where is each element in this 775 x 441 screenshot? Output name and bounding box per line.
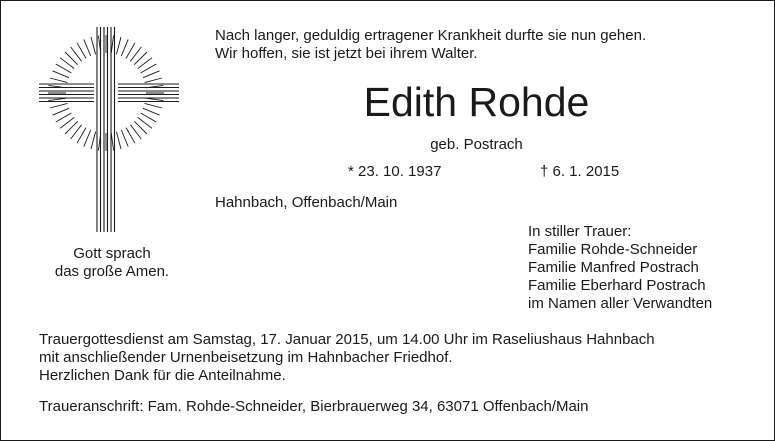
intro-text: [215, 27, 646, 63]
maiden-name: geb. Postrach: [430, 136, 523, 153]
mourning-address: Traueranschrift: Fam. Rohde-Schneider, Bierbrauerweg 34, 63071 Offenbach/Main: [39, 398, 589, 415]
cross-icon: [39, 27, 179, 232]
service-line: Herzlichen Dank für die Anteilnahme.: [39, 367, 286, 384]
mourners-heading: In stiller Trauer:: [528, 223, 632, 240]
deceased-name: Edith Rohde: [363, 79, 590, 125]
service-line: Trauergottesdienst am Samstag, 17. Januar 2015, um 14.00 Uhr im Raseliushaus Hahnbach: [39, 331, 655, 348]
mourners-list: [528, 223, 712, 313]
motto-line: Gott sprach: [73, 245, 151, 262]
service-info: [39, 331, 655, 385]
motto: [21, 245, 203, 281]
mourner-item: Familie Rohde-Schneider: [528, 241, 698, 258]
mourner-item: Familie Manfred Postrach: [528, 259, 699, 276]
intro-line: Wir hoffen, sie ist jetzt bei ihrem Walter.: [215, 45, 478, 62]
mourner-item: Familie Eberhard Postrach: [528, 277, 706, 294]
motto-line: das große Amen.: [54, 263, 170, 280]
places: Hahnbach, Offenbach/Main: [215, 194, 398, 211]
birth-date: * 23. 10. 1937: [348, 163, 442, 180]
mourner-item: im Namen aller Verwandten: [528, 295, 713, 312]
service-line: mit anschließender Urnenbeisetzung im Hahnbacher Friedhof.: [39, 349, 453, 366]
death-date: † 6. 1. 2015: [540, 163, 620, 180]
intro-line: Nach langer, geduldig ertragener Krankheit durfte sie nun gehen.: [215, 27, 647, 44]
